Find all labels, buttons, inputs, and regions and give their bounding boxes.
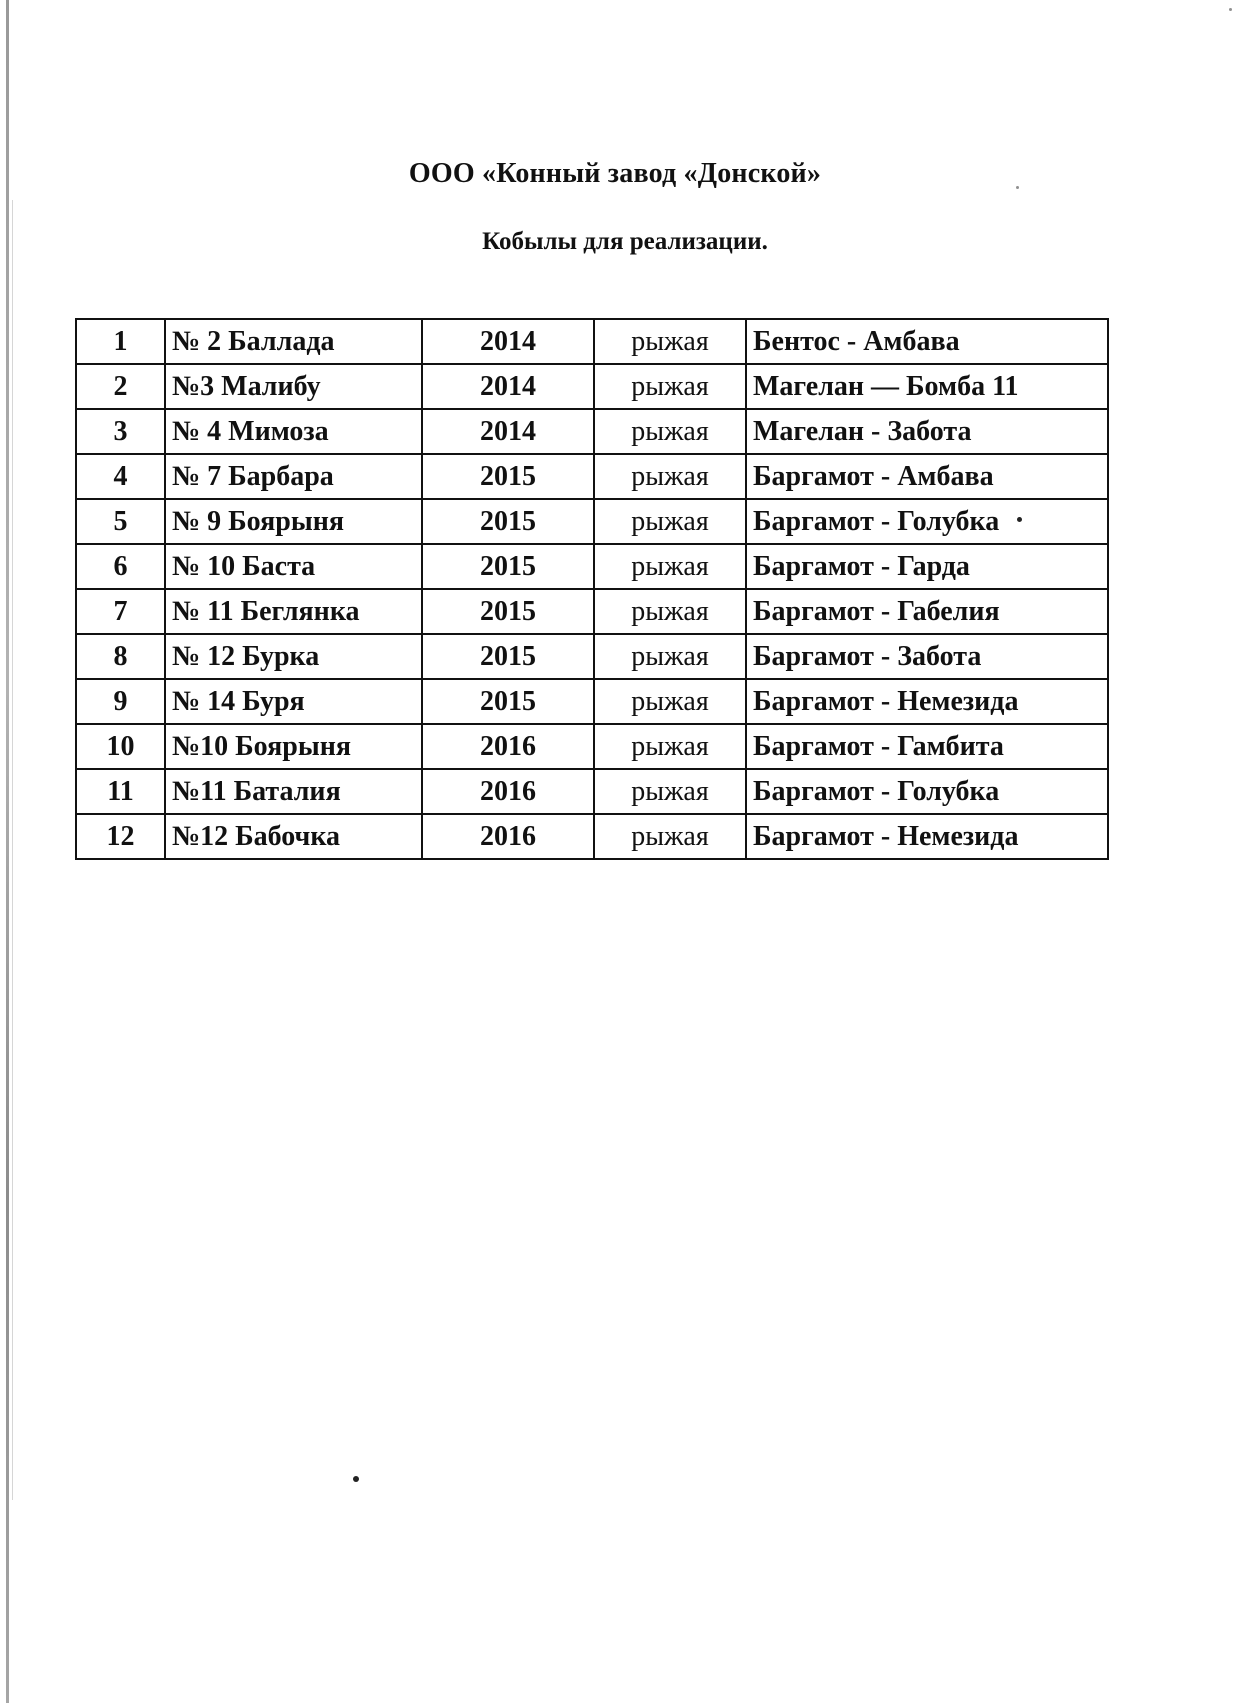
coat-color-cell: рыжая — [594, 589, 746, 634]
pedigree-cell: Баргамот - Немезида — [746, 814, 1108, 859]
scan-speck — [1017, 517, 1022, 522]
mare-name-cell: № 11 Беглянка — [165, 589, 422, 634]
row-number-cell: 8 — [76, 634, 165, 679]
table-row — [76, 589, 1108, 634]
coat-color-cell: рыжая — [594, 724, 746, 769]
table-row — [76, 679, 1108, 724]
pedigree-cell: Баргамот - Гамбита — [746, 724, 1108, 769]
document-subtitle-text: Кобылы для реализации. — [482, 228, 768, 255]
coat-color-cell: рыжая — [594, 679, 746, 724]
pedigree-cell: Бентос - Амбава — [746, 319, 1108, 364]
coat-color-cell: рыжая — [594, 409, 746, 454]
document-title-text: ООО «Конный завод «Донской» — [408, 158, 822, 189]
birth-year-cell: 2014 — [422, 319, 594, 364]
mare-name-cell: №12 Бабочка — [165, 814, 422, 859]
table-row — [76, 454, 1108, 499]
row-number-cell: 5 — [76, 499, 165, 544]
mare-name-cell: № 12 Бурка — [165, 634, 422, 679]
pedigree-cell: Магелан - Забота — [746, 409, 1108, 454]
scan-edge-line — [12, 200, 13, 1500]
row-number-cell: 6 — [76, 544, 165, 589]
coat-color-cell: рыжая — [594, 319, 746, 364]
coat-color-cell: рыжая — [594, 544, 746, 589]
pedigree-cell: Баргамот - Немезида — [746, 679, 1108, 724]
coat-color-cell: рыжая — [594, 634, 746, 679]
table-row — [76, 319, 1108, 364]
coat-color-cell: рыжая — [594, 454, 746, 499]
row-number-cell: 12 — [76, 814, 165, 859]
coat-color-cell: рыжая — [594, 814, 746, 859]
table-row — [76, 364, 1108, 409]
pedigree-cell: Баргамот - Забота — [746, 634, 1108, 679]
mare-name-cell: № 10 Баста — [165, 544, 422, 589]
birth-year-cell: 2015 — [422, 679, 594, 724]
row-number-cell: 9 — [76, 679, 165, 724]
pedigree-cell: Баргамот - Габелия — [746, 589, 1108, 634]
birth-year-cell: 2015 — [422, 544, 594, 589]
row-number-cell: 1 — [76, 319, 165, 364]
row-number-cell: 4 — [76, 454, 165, 499]
row-number-cell: 10 — [76, 724, 165, 769]
mare-name-cell: № 7 Барбара — [165, 454, 422, 499]
birth-year-cell: 2015 — [422, 634, 594, 679]
mare-name-cell: № 2 Баллада — [165, 319, 422, 364]
row-number-cell: 7 — [76, 589, 165, 634]
coat-color-cell: рыжая — [594, 769, 746, 814]
scan-speck — [1016, 186, 1019, 189]
table-row — [76, 769, 1108, 814]
birth-year-cell: 2015 — [422, 454, 594, 499]
birth-year-cell: 2014 — [422, 409, 594, 454]
mare-name-cell: №10 Боярыня — [165, 724, 422, 769]
table-row — [76, 544, 1108, 589]
scan-speck — [1229, 8, 1232, 11]
mare-name-cell: №3 Малибу — [165, 364, 422, 409]
birth-year-cell: 2014 — [422, 364, 594, 409]
coat-color-cell: рыжая — [594, 499, 746, 544]
birth-year-cell: 2016 — [422, 724, 594, 769]
mare-name-cell: №11 Баталия — [165, 769, 422, 814]
table-row — [76, 634, 1108, 679]
mares-table — [75, 318, 1109, 860]
table-row — [76, 814, 1108, 859]
birth-year-cell: 2015 — [422, 589, 594, 634]
mare-name-cell: № 4 Мимоза — [165, 409, 422, 454]
row-number-cell: 11 — [76, 769, 165, 814]
table-row — [76, 409, 1108, 454]
pedigree-cell: Баргамот - Гарда — [746, 544, 1108, 589]
mares-table-body — [76, 319, 1108, 859]
pedigree-cell: Баргамот - Голубка — [746, 499, 1108, 544]
mare-name-cell: № 14 Буря — [165, 679, 422, 724]
scan-speck — [353, 1476, 359, 1482]
table-row — [76, 724, 1108, 769]
pedigree-cell: Баргамот - Голубка — [746, 769, 1108, 814]
birth-year-cell: 2015 — [422, 499, 594, 544]
document-subtitle — [0, 228, 1240, 256]
row-number-cell: 2 — [76, 364, 165, 409]
coat-color-cell: рыжая — [594, 364, 746, 409]
pedigree-cell: Баргамот - Амбава — [746, 454, 1108, 499]
pedigree-cell: Магелан — Бомба 11 — [746, 364, 1108, 409]
table-row — [76, 499, 1108, 544]
birth-year-cell: 2016 — [422, 769, 594, 814]
birth-year-cell: 2016 — [422, 814, 594, 859]
document-title — [0, 158, 1240, 190]
mare-name-cell: № 9 Боярыня — [165, 499, 422, 544]
row-number-cell: 3 — [76, 409, 165, 454]
